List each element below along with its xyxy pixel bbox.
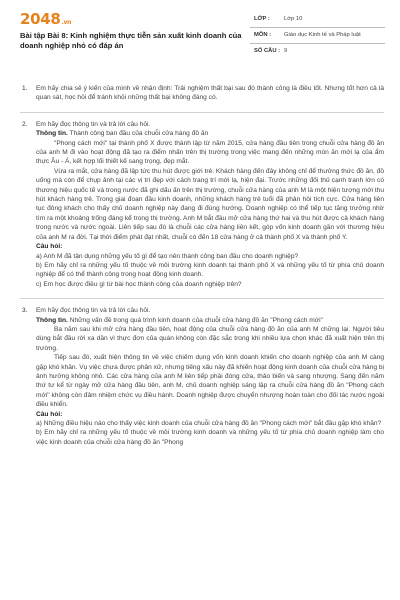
logo-text: 2048 bbox=[20, 10, 61, 28]
meta-table bbox=[250, 12, 385, 59]
info-paragraph: Tiếp sau đó, xuất hiện thông tin về việc chiếm dụng vốn kinh doanh khiến cho doanh nghiệp của anh M càng gặp khó khăn. Vụ việc chưa được phân xử, nhưng tiếng xấu này đã khiến hoạt động kinh doanh của chuỗi cửa hàng bị ảnh hưởng không nhỏ. Các cửa hàng của anh M liên tiếp phải đóng cửa, thảo biến và sang nhượng. Sang đến năm thứ tư kể từ ngày mở cửa hàng đầu tiên, anh M, chủ doanh nghiệp sáng lập ra chuỗi cửa hàng đồ ăn "Phong cách mới" không còn đảm nhiệm chức vụ điều hành. Doanh nghiệp được chuyển nhượng hoàn toàn cho đối tác nước ngoài điều khiển. bbox=[36, 354, 384, 409]
meta-row-subject bbox=[250, 28, 385, 44]
info-paragraph: "Phong cách mới" tại thành phố X được thành lập từ năm 2015, cửa hàng đầu tiên trong chuỗi cửa hàng đồ ăn của anh M đi vào hoạt động đã tạo ra điểm nhấn trên thị trường trong việc mang đến những món ăn mới lạ của ẩm thực Âu - Á, kết hợp lối thiết kế sang trọng, đẹp mắt. bbox=[36, 139, 384, 166]
meta-key: MÔN : bbox=[254, 32, 272, 38]
divider bbox=[20, 298, 384, 299]
sub-question: a) Anh M đã tận dụng những yếu tố gì để tạo nên thành công ban đầu cho doanh nghiệp? bbox=[36, 252, 299, 260]
meta-row-class bbox=[250, 12, 385, 28]
question-number: 3. bbox=[22, 307, 28, 315]
info-paragraph: Vừa ra mắt, cửa hàng đã lập tức thu hút được giới trẻ. Khách hàng đến đây không chỉ để thưởng thức đồ ăn, đồ uống mà còn để chụp ảnh tại các vị trí đẹp với cách trang trí mới lạ, hiện đại. Trước những đối thủ cạnh tranh lớn có thương hiệu quốc tế và trong nước đã ghi dấu ấn trên thị trường, chuỗi cửa hàng của anh M là một hiện tượng mới thu hút khách hàng trẻ. Trong giai đoạn đầu kinh doanh, những khách hàng trẻ tuổi đã phản hồi tích cực. Cửa hàng liên tục đông khách cho thấy chủ doanh nghiệp này đang đi đúng hướng. Doanh nghiệp có thể tiếp tục tăng trưởng nhờ tìm ra một khoảng trống đáng kể trong thị trường. Anh M bắt đầu mở cửa hàng thứ hai và thu hút được cả khách hàng trong nước và nước ngoài. Liên tiếp sau đó là chuỗi các cửa hàng liên kết, góp vốn kinh doanh gần với thương hiệu của anh M ra đời. Tại thời điểm phát đạt nhất, chuỗi có đến 18 cửa hàng ở cả thành phố X và thành phố Y. bbox=[36, 167, 384, 241]
info-label: Thông tin. bbox=[36, 316, 68, 324]
site-logo[interactable] bbox=[20, 10, 71, 28]
info-paragraph: Ba năm sau khi mở cửa hàng đầu tiên, hoạt động của chuỗi cửa hàng đồ ăn của anh M chững lại. Người tiêu dùng bắt đầu rời xa dần vì thực đơn của quán không còn đặc sắc trong khi nhiều lựa chọn khác đã xuất hiện trên thị trường. bbox=[36, 325, 384, 352]
meta-value: Giáo dục Kinh tế và Pháp luật bbox=[284, 32, 361, 38]
divider bbox=[20, 112, 384, 113]
meta-key: SỐ CÂU : bbox=[254, 48, 281, 54]
sub-question: a) Những điều hiệu nào cho thấy việc kinh doanh của chuỗi cửa hàng đồ ăn "Phong cách mới" bắt đầu gặp khó khăn? bbox=[36, 420, 382, 427]
question-1 bbox=[0, 84, 400, 103]
questions-label: Câu hỏi: bbox=[36, 243, 63, 251]
question-intro: Em hãy đọc thông tin và trả lời câu hỏi. bbox=[36, 307, 151, 315]
question-intro: Em hãy đọc thông tin và trả lời câu hỏi. bbox=[36, 120, 151, 128]
sub-question: b) Em hãy chỉ ra những yếu tố thuộc về môi trường kinh doanh và những yếu tố từ phía chủ doanh nghiệp làm cho việc kinh doanh của chuỗi cửa hàng đồ ăn "Phong bbox=[36, 429, 384, 446]
meta-value: Lớp 10 bbox=[284, 16, 303, 22]
info-heading bbox=[36, 316, 384, 325]
info-label: Thông tin. bbox=[36, 130, 68, 138]
info-title: Thành công ban đầu của chuỗi cửa hàng đồ ăn bbox=[67, 130, 209, 138]
question-number: 1. bbox=[22, 85, 28, 92]
sub-question: c) Em học được điều gì từ bài học thành công của doanh nghiệp trên? bbox=[36, 280, 242, 288]
info-title: Những vấn đề trong quá trình kinh doanh của chuỗi cửa hàng đồ ăn "Phong cách mới" bbox=[67, 316, 323, 324]
page-header bbox=[0, 0, 400, 66]
sub-question: b) Em hãy chỉ ra những yếu tố thuộc về môi trường kinh doanh tại thành phố X và những yếu tố từ phía chủ doanh nghiệp để có thể thành công trong hoạt động kinh doanh. bbox=[36, 261, 384, 279]
meta-value: 9 bbox=[284, 48, 288, 54]
document-title: Bài tập Bài 8: Kinh nghiệm thực tiễn sản xuất kinh doanh của doanh nghiệp nhỏ có đáp án bbox=[20, 31, 242, 50]
meta-key: LỚP : bbox=[254, 16, 270, 22]
question-2 bbox=[0, 120, 400, 289]
question-3 bbox=[0, 306, 400, 447]
questions-label: Câu hỏi: bbox=[36, 410, 63, 418]
question-list bbox=[0, 84, 400, 447]
info-heading bbox=[36, 129, 384, 138]
logo-suffix: .vn bbox=[61, 19, 72, 26]
question-text: Em hãy chia sẻ ý kiến của mình về nhận định: Trải nghiệm thất bại sau đó thành công là điều tốt. Nhưng tốt hơn cả là quan sát, học hỏi để tránh khỏi những thất bại không đáng có. bbox=[36, 85, 384, 102]
meta-row-count bbox=[250, 44, 385, 59]
question-number: 2. bbox=[22, 120, 28, 128]
